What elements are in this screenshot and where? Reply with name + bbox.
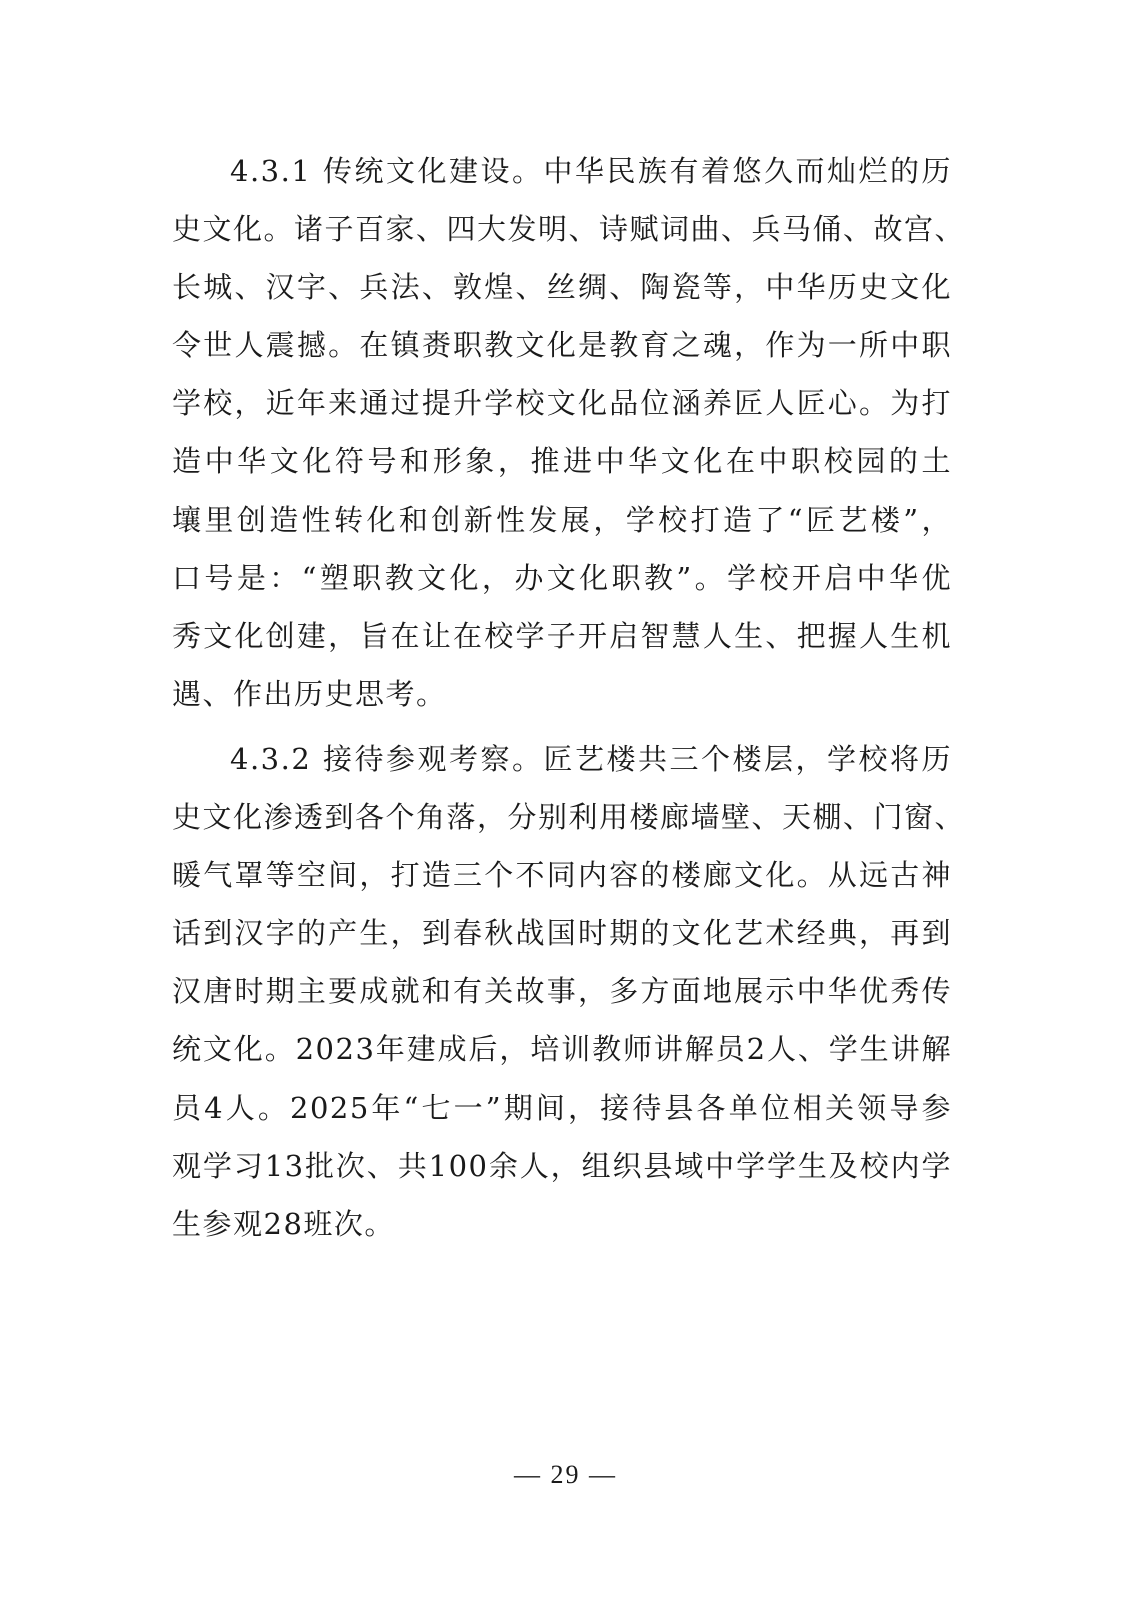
paragraph-traditional-culture	[172, 142, 966, 723]
paragraph-line: 统文化。2023年建成后，培训教师讲解员2人、学生讲解	[172, 1032, 952, 1067]
paragraph-line: 遇、作出历史思考。	[172, 676, 447, 711]
paragraph-line: 史文化。诸子百家、四大发明、诗赋词曲、兵马俑、故宫、	[172, 212, 966, 247]
paragraph-line: 话到汉字的产生，到春秋战国时期的文化艺术经典，再到	[172, 916, 952, 951]
paragraph-line: 暖气罩等空间，打造三个不同内容的楼廊文化。从远古神	[172, 858, 952, 893]
paragraph-line: 员4人。2025年“七一”期间，接待县各单位相关领导参	[172, 1090, 952, 1125]
page-number: — 29 —	[514, 1460, 617, 1489]
paragraph-line: 长城、汉字、兵法、敦煌、丝绸、陶瓷等，中华历史文化	[172, 270, 952, 305]
paragraph-line: 4.3.2 接待参观考察。匠艺楼共三个楼层，学校将历	[230, 742, 952, 776]
paragraph-line: 壤里创造性转化和创新性发展，学校打造了“匠艺楼”，	[172, 502, 952, 537]
paragraph-reception-visits	[172, 730, 966, 1253]
paragraph-line: 秀文化创建，旨在让在校学子开启智慧人生、把握人生机	[172, 618, 952, 653]
paragraph-line: 口号是：“塑职教文化，办文化职教”。学校开启中华优	[172, 560, 952, 595]
paragraph-line: 4.3.1 传统文化建设。中华民族有着悠久而灿烂的历	[230, 154, 952, 188]
paragraph-line: 观学习13批次、共100余人，组织县域中学学生及校内学	[172, 1148, 952, 1183]
paragraph-line: 生参观28班次。	[172, 1206, 395, 1241]
paragraph-line: 令世人震撼。在镇赉职教文化是教育之魂，作为一所中职	[172, 328, 952, 363]
paragraph-line: 造中华文化符号和形象，推进中华文化在中职校园的土	[172, 444, 952, 479]
paragraph-line: 汉唐时期主要成就和有关故事，多方面地展示中华优秀传	[172, 974, 952, 1009]
paragraph-line: 史文化渗透到各个角落，分别利用楼廊墙壁、天棚、门窗、	[172, 800, 966, 835]
paragraph-line: 学校，近年来通过提升学校文化品位涵养匠人匠心。为打	[172, 386, 952, 421]
